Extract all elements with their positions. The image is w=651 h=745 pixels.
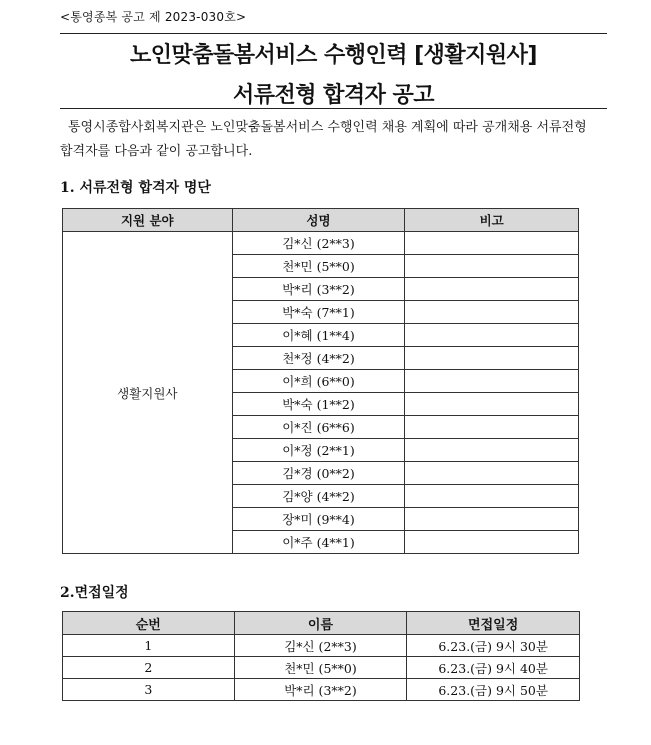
column-header-name: 성명 (232, 209, 405, 232)
column-header-schedule: 면접일정 (407, 612, 580, 635)
notes-cell (405, 416, 579, 439)
notes-cell (405, 370, 579, 393)
name-cell: 박*숙 (7**1) (232, 301, 405, 324)
notes-cell (405, 232, 579, 255)
name-cell: 이*주 (4**1) (232, 531, 405, 554)
section-title-interview-schedule: 2.면접일정 (60, 585, 129, 601)
schedule-cell: 6.23.(금) 9시 30분 (407, 635, 580, 657)
order-cell: 1 (63, 635, 235, 657)
section-title-passed-list: 1. 서류전형 합격자 명단 (60, 180, 211, 196)
notes-cell (405, 508, 579, 531)
notes-cell (405, 462, 579, 485)
intro-paragraph: 통영시종합사회복지관은 노인맞춤돌봄서비스 수행인력 채용 계획에 따라 공개채용 서류전형 합격자를 다음과 같이 공고합니다. (60, 120, 587, 159)
name-cell: 김*양 (4**2) (232, 485, 405, 508)
name-cell: 박*숙 (1**2) (232, 393, 405, 416)
notes-cell (405, 393, 579, 416)
name-cell: 천*정 (4**2) (232, 347, 405, 370)
name-cell: 김*신 (2**3) (234, 635, 407, 657)
name-cell: 김*신 (2**3) (232, 232, 405, 255)
schedule-cell: 6.23.(금) 9시 50분 (407, 679, 580, 701)
name-cell: 이*진 (6**6) (232, 416, 405, 439)
notes-cell (405, 278, 579, 301)
notes-cell (405, 485, 579, 508)
name-cell: 천*민 (5**0) (234, 657, 407, 679)
column-header-area: 지원 분야 (63, 209, 233, 232)
table-row (63, 657, 580, 679)
name-cell: 이*정 (2**1) (232, 439, 405, 462)
top-divider (60, 33, 607, 34)
schedule-cell: 6.23.(금) 9시 40분 (407, 657, 580, 679)
interview-schedule-body (63, 635, 580, 701)
name-cell: 장*미 (9**4) (232, 508, 405, 531)
notes-cell (405, 255, 579, 278)
name-cell: 박*리 (3**2) (234, 679, 407, 701)
passed-list-table (62, 208, 579, 554)
column-header-name: 이름 (234, 612, 407, 635)
column-header-notes: 비고 (405, 209, 579, 232)
table-row (63, 635, 580, 657)
table-row (63, 232, 579, 255)
name-cell: 이*혜 (1**4) (232, 324, 405, 347)
page-title: 노인맞춤돌봄서비스 수행인력 [생활지원사] (130, 43, 537, 68)
name-cell: 이*희 (6**0) (232, 370, 405, 393)
table-row (63, 679, 580, 701)
area-cell: 생활지원사 (63, 232, 233, 554)
notes-cell (405, 324, 579, 347)
notes-cell (405, 301, 579, 324)
name-cell: 김*경 (0**2) (232, 462, 405, 485)
table-header-row (63, 612, 580, 635)
table-header-row (63, 209, 579, 232)
column-header-order: 순번 (63, 612, 235, 635)
order-cell: 3 (63, 679, 235, 701)
interview-schedule-table (62, 611, 580, 701)
order-cell: 2 (63, 657, 235, 679)
name-cell: 박*리 (3**2) (232, 278, 405, 301)
notes-cell (405, 439, 579, 462)
name-cell: 천*민 (5**0) (232, 255, 405, 278)
title-divider (60, 108, 607, 109)
passed-list-body (63, 232, 579, 554)
notes-cell (405, 347, 579, 370)
notice-number: <통영종복 공고 제 2023-030호> (60, 10, 247, 24)
notes-cell (405, 531, 579, 554)
page-subtitle: 서류전형 합격자 공고 (232, 83, 435, 108)
